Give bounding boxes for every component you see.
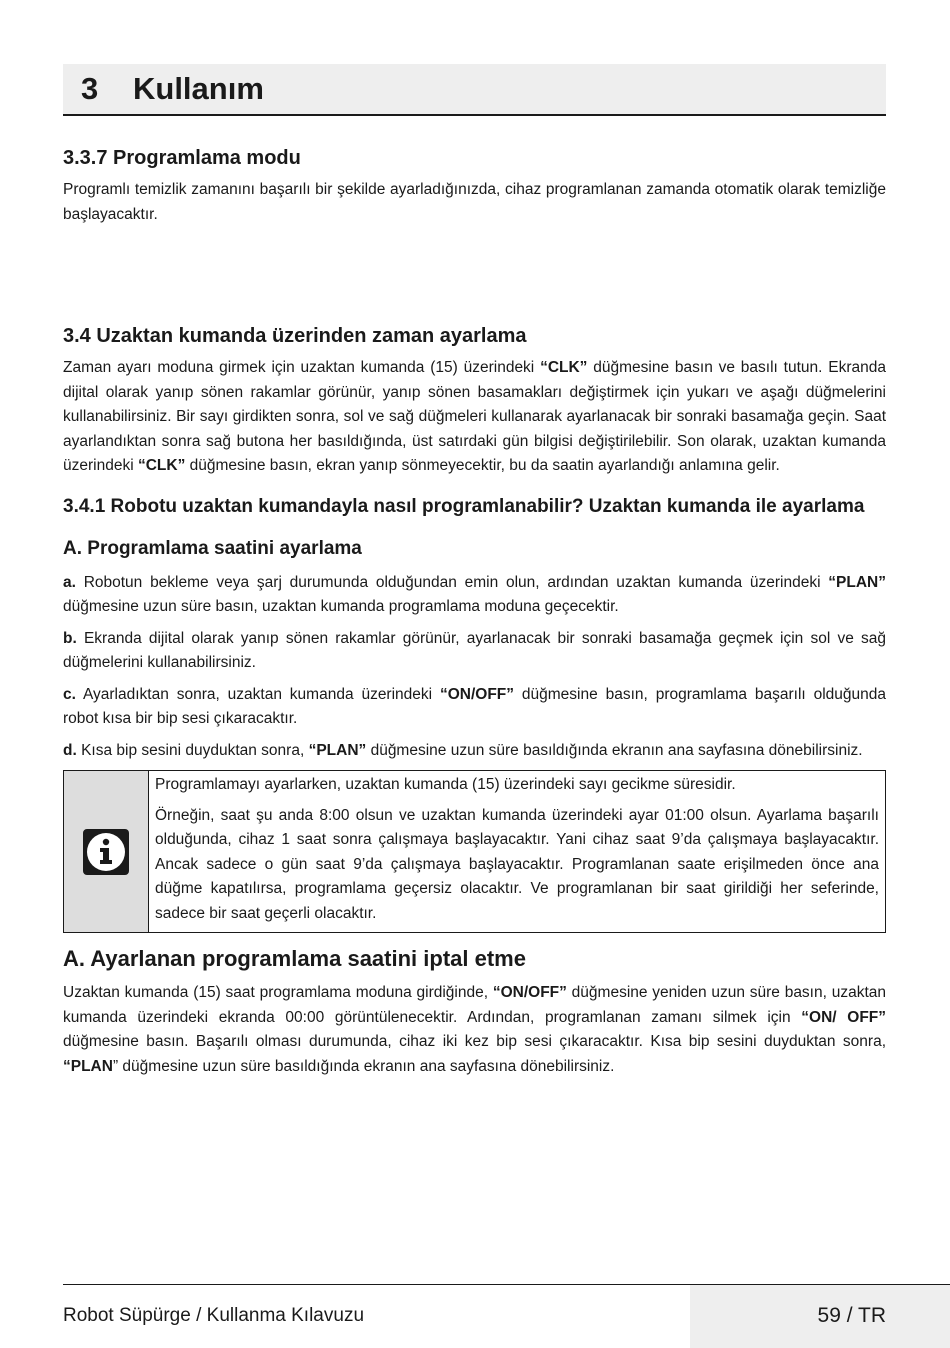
on-off-label: “ON/OFF”: [439, 685, 515, 703]
text-run: düğmesine uzun süre basıldığında ekranın ana sayfasına dönebilirsiniz.: [366, 741, 863, 759]
footer-title: Robot Süpürge / Kullanma Kılavuzu: [63, 1305, 365, 1326]
step-a: [63, 571, 886, 620]
footer-page-box: [690, 1285, 950, 1348]
info-note: [63, 770, 886, 933]
text-run: düğmesine basın ve basılı tutun. Ekranda dijital olarak yanıp sönen rakamlar görünür, yanıp sönen basamakları değiştirmek için yukarı ve aşağı düğmelerini kullanabilirsiniz. Bir sayı girdikten sonra, sol ve sağ düğmeleri kullanarak ayarlanacak bir sonraki basamağa geçin. Saat ayarlandıktan sonra sağ butona her basıldığında, üst satırdaki gün bilgisi değiştirilebilir. Son olarak, uzaktan kumanda üzerindeki: [63, 359, 886, 474]
chapter-header: [63, 64, 886, 116]
page-number: 59 / TR: [817, 1304, 886, 1327]
text-run: Kısa bip sesini duyduktan sonra,: [76, 741, 309, 759]
text-run: Robotun bekleme veya şarj durumunda olduğundan emin olun, ardından uzaktan kumanda üzerindeki: [75, 573, 829, 591]
text-run: Zaman ayarı moduna girmek için uzaktan kumanda (15) üzerindeki: [63, 359, 541, 376]
step-label: d.: [63, 741, 77, 759]
section-3-4-heading: 3.4 Uzaktan kumanda üzerinden zaman ayarlama: [63, 325, 527, 347]
on-off-label: “ON/OFF”: [492, 984, 567, 1001]
section-3-4-1-heading: 3.4.1 Robotu uzaktan kumandayla nasıl programlanabilir? Uzaktan kumanda ile ayarlama: [63, 495, 865, 517]
plan-label: “PLAN”: [828, 573, 886, 591]
chapter-number: 3: [81, 71, 99, 106]
text-run: düğmesine basın, ekran yanıp sönmeyecektir, bu da saatin ayarlandığı anlamına gelir.: [185, 457, 780, 474]
section-b-body: [63, 981, 886, 1079]
note-icon-cell: [64, 771, 149, 932]
section-b-heading: A. Ayarlanan programlama saatini iptal etme: [63, 946, 526, 971]
section-a-heading: A. Programlama saatini ayarlama: [63, 537, 362, 559]
plan-label: “PLAN: [63, 1057, 113, 1075]
text-run: düğmesine yeniden uzun süre basın, uzaktan kumanda üzerindeki ekranda 00:00 görüntülenecektir. Ardından, programlanan zamanı silmek için: [63, 984, 886, 1026]
text-run: ” düğmesine uzun süre basıldığında ekranın ana sayfasına dönebilirsiniz.: [112, 1057, 615, 1075]
step-d: [63, 739, 886, 764]
note-paragraph: Örneğin, saat şu anda 8:00 olsun ve uzaktan kumanda üzerindeki ayar 01:00 olsun. Ayarlama başarılı olduğunda, cihaz 1 saat sonra çalışmaya başlayacaktır. Yani cihaz saat 9’da çalışmaya başlayacaktır. Ancak sadece o gün saat 9’da çalışmaya başlayacaktır. Programlanan saate erişilmeden önce ana düğme kapatılırsa, programlama geçersiz olacaktır. Ve programlanan bir saat girildiği her seferinde, sadece bir saat geçerli olacaktır.: [155, 806, 879, 922]
step-label: b.: [63, 629, 77, 647]
section-3-3-7-heading: 3.3.7 Programlama modu: [63, 147, 301, 169]
step-label: a.: [63, 573, 76, 591]
clk-label: “CLK”: [540, 359, 588, 376]
steps-list: [63, 571, 886, 764]
text-run: Ayarladıktan sonra, uzaktan kumanda üzerindeki: [75, 685, 440, 703]
on-off-label: “ON/ OFF”: [801, 1008, 886, 1026]
text-run: düğmesine basın. Başarılı olması durumunda, cihaz iki kez bip sesi çıkaracaktır. Kısa bip sesini duyduktan sonra,: [63, 1033, 886, 1050]
page-content: [63, 140, 886, 1079]
info-icon: [83, 829, 129, 875]
step-label: c.: [63, 685, 76, 703]
note-paragraph: Programlamayı ayarlarken, uzaktan kumanda (15) üzerindeki sayı gecikme süresidir.: [155, 776, 736, 793]
text-run: düğmesine uzun süre basın, uzaktan kumanda programlama moduna geçecektir.: [63, 598, 619, 615]
step-c: [63, 683, 886, 732]
text-run: Uzaktan kumanda (15) saat programlama moduna girdiğinde,: [63, 984, 493, 1001]
note-text: [149, 771, 885, 932]
section-3-4-body: [63, 356, 886, 479]
text-run: Ekranda dijital olarak yanıp sönen rakamlar görünür, ayarlanacak bir sonraki basamağa geçmek için sol ve sağ düğmelerini kullanabilirsiniz.: [63, 629, 886, 671]
chapter-title: Kullanım: [133, 71, 264, 106]
plan-label: “PLAN”: [308, 741, 367, 759]
text-run: düğmesine basın, programlama başarılı olduğunda robot kısa bir bip sesi çıkaracaktır.: [63, 685, 886, 727]
section-3-3-7-body: Programlı temizlik zamanını başarılı bir şekilde ayarladığınızda, cihaz programlanan zamanda otomatik olarak temizliğe başlayacaktır.: [63, 181, 886, 223]
step-b: [63, 627, 886, 676]
clk-label: “CLK”: [137, 457, 186, 474]
